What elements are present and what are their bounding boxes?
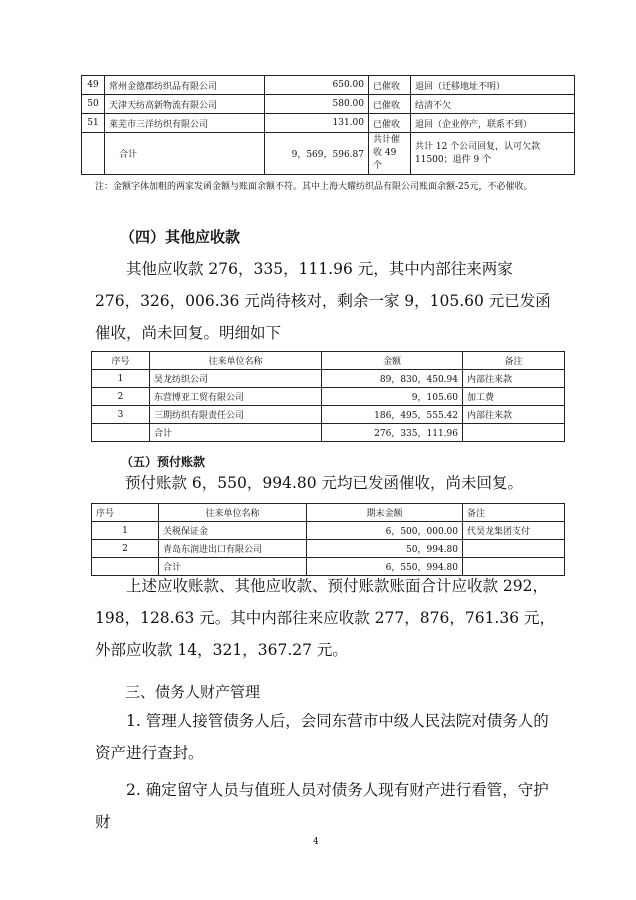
remark: 内部往来款 <box>463 406 565 424</box>
remark: 退回（企业停产，联系不到） <box>411 114 575 133</box>
amount: 9，105.60 <box>322 388 463 406</box>
row-number: 1 <box>92 370 150 388</box>
header-name: 往来单位名称 <box>150 352 322 370</box>
row-number: 3 <box>92 406 150 424</box>
table-header-row <box>92 504 565 522</box>
company-name: 昊龙纺织公司 <box>150 370 322 388</box>
table-row <box>92 370 565 388</box>
header-amount: 金额 <box>322 352 463 370</box>
asset-management-item-1: 1. 管理人接管债务人后，会同东营市中级人民法院对债务人的资产进行查封。 <box>95 712 549 762</box>
table-total-row <box>92 424 565 442</box>
total-label: 合计 <box>150 424 322 442</box>
page-number: 4 <box>313 837 319 847</box>
row-number: 49 <box>82 76 105 95</box>
remark: 加工费 <box>463 388 565 406</box>
header-no: 序号 <box>92 352 150 370</box>
empty-cell <box>92 424 150 442</box>
company-name: 常州金德郡纺织品有限公司 <box>105 76 265 95</box>
company-name: 关税保证金 <box>159 522 307 540</box>
section-heading-prepayments: （五）预付账款 <box>121 455 206 469</box>
remark: 退回（迁移地址不明） <box>411 76 575 95</box>
total-label: 合计 <box>159 558 307 576</box>
table-row <box>92 388 565 406</box>
section-heading-other-receivables: （四）其他应收款 <box>120 228 241 246</box>
remark: 结清不欠 <box>411 95 575 114</box>
row-number: 2 <box>92 540 159 558</box>
total-remark: 共计 12 个公司回复，认可欠款 11500；退件 9 个 <box>411 133 575 175</box>
prepayments-paragraph: 预付账款 6，550，994.80 元均已发函催收，尚未回复。 <box>125 474 524 492</box>
header-name: 往来单位名称 <box>159 504 307 522</box>
total-status: 共计催收 49 个 <box>369 133 411 175</box>
status: 已催收 <box>369 95 411 114</box>
table-row <box>82 114 575 133</box>
receivables-table <box>81 75 575 175</box>
total-amount: 6，550，994.80 <box>307 558 463 576</box>
remark <box>463 540 565 558</box>
empty-cell <box>463 424 565 442</box>
table-row <box>92 406 565 424</box>
table-total-row <box>82 133 575 175</box>
summary-paragraph: 上述应收账款、其他应收款、预付账款账面合计应收款 292，198，128.63 元。其中内部往来应收款 277，876，761.36 元，外部应收款 14，321，367.27 元。 <box>95 577 556 659</box>
other-receivables-paragraph: 其他应收款 276，335，111.96 元，其中内部往来两家 276，326，006.36 元尚待核对，剩余一家 9，105.60 元已发函催收，尚未回复。明细如下 <box>95 260 551 342</box>
amount: 186，495，555.42 <box>322 406 463 424</box>
table-row <box>92 540 565 558</box>
header-remark: 备注 <box>463 352 565 370</box>
header-no: 序号 <box>92 504 159 522</box>
company-name: 青岛东润进出口有限公司 <box>159 540 307 558</box>
amount: 89，830，450.94 <box>322 370 463 388</box>
table-row <box>82 76 575 95</box>
table-row <box>82 95 575 114</box>
table-header-row <box>92 352 565 370</box>
amount: 131.00 <box>265 114 369 133</box>
row-number: 1 <box>92 522 159 540</box>
company-name: 三期纺织有限责任公司 <box>150 406 322 424</box>
remark: 内部往来款 <box>463 370 565 388</box>
status: 已催收 <box>369 76 411 95</box>
table-row <box>92 522 565 540</box>
total-amount: 9，569，596.87 <box>265 133 369 175</box>
other-receivables-table <box>91 351 565 442</box>
total-label: 合计 <box>105 133 265 175</box>
company-name: 天津天纺高新物流有限公司 <box>105 95 265 114</box>
company-name: 东营博亚工贸有限公司 <box>150 388 322 406</box>
total-amount: 276，335，111.96 <box>322 424 463 442</box>
header-remark: 备注 <box>463 504 565 522</box>
amount: 6，500，000.00 <box>307 522 463 540</box>
asset-management-item-2: 2. 确定留守人员与值班人员对债务人现有财产进行看管，守护财 <box>95 781 549 831</box>
amount: 50，994.80 <box>307 540 463 558</box>
row-number: 51 <box>82 114 105 133</box>
remark: 代昊龙集团支付 <box>463 522 565 540</box>
status: 已催收 <box>369 114 411 133</box>
amount: 650.00 <box>265 76 369 95</box>
table-note: 注：金额字体加粗的两家发函金额与账面余额不符。其中上海大耀纺织品有限公司账面余额-25元，不必催收。 <box>95 182 533 192</box>
section-heading-asset-management: 三、债务人财产管理 <box>125 683 261 701</box>
row-number: 2 <box>92 388 150 406</box>
row-number: 50 <box>82 95 105 114</box>
header-amount: 期末金额 <box>307 504 463 522</box>
empty-cell <box>82 133 105 175</box>
amount: 580.00 <box>265 95 369 114</box>
prepayments-table <box>91 503 565 576</box>
company-name: 莱芜市三洋纺织有限公司 <box>105 114 265 133</box>
